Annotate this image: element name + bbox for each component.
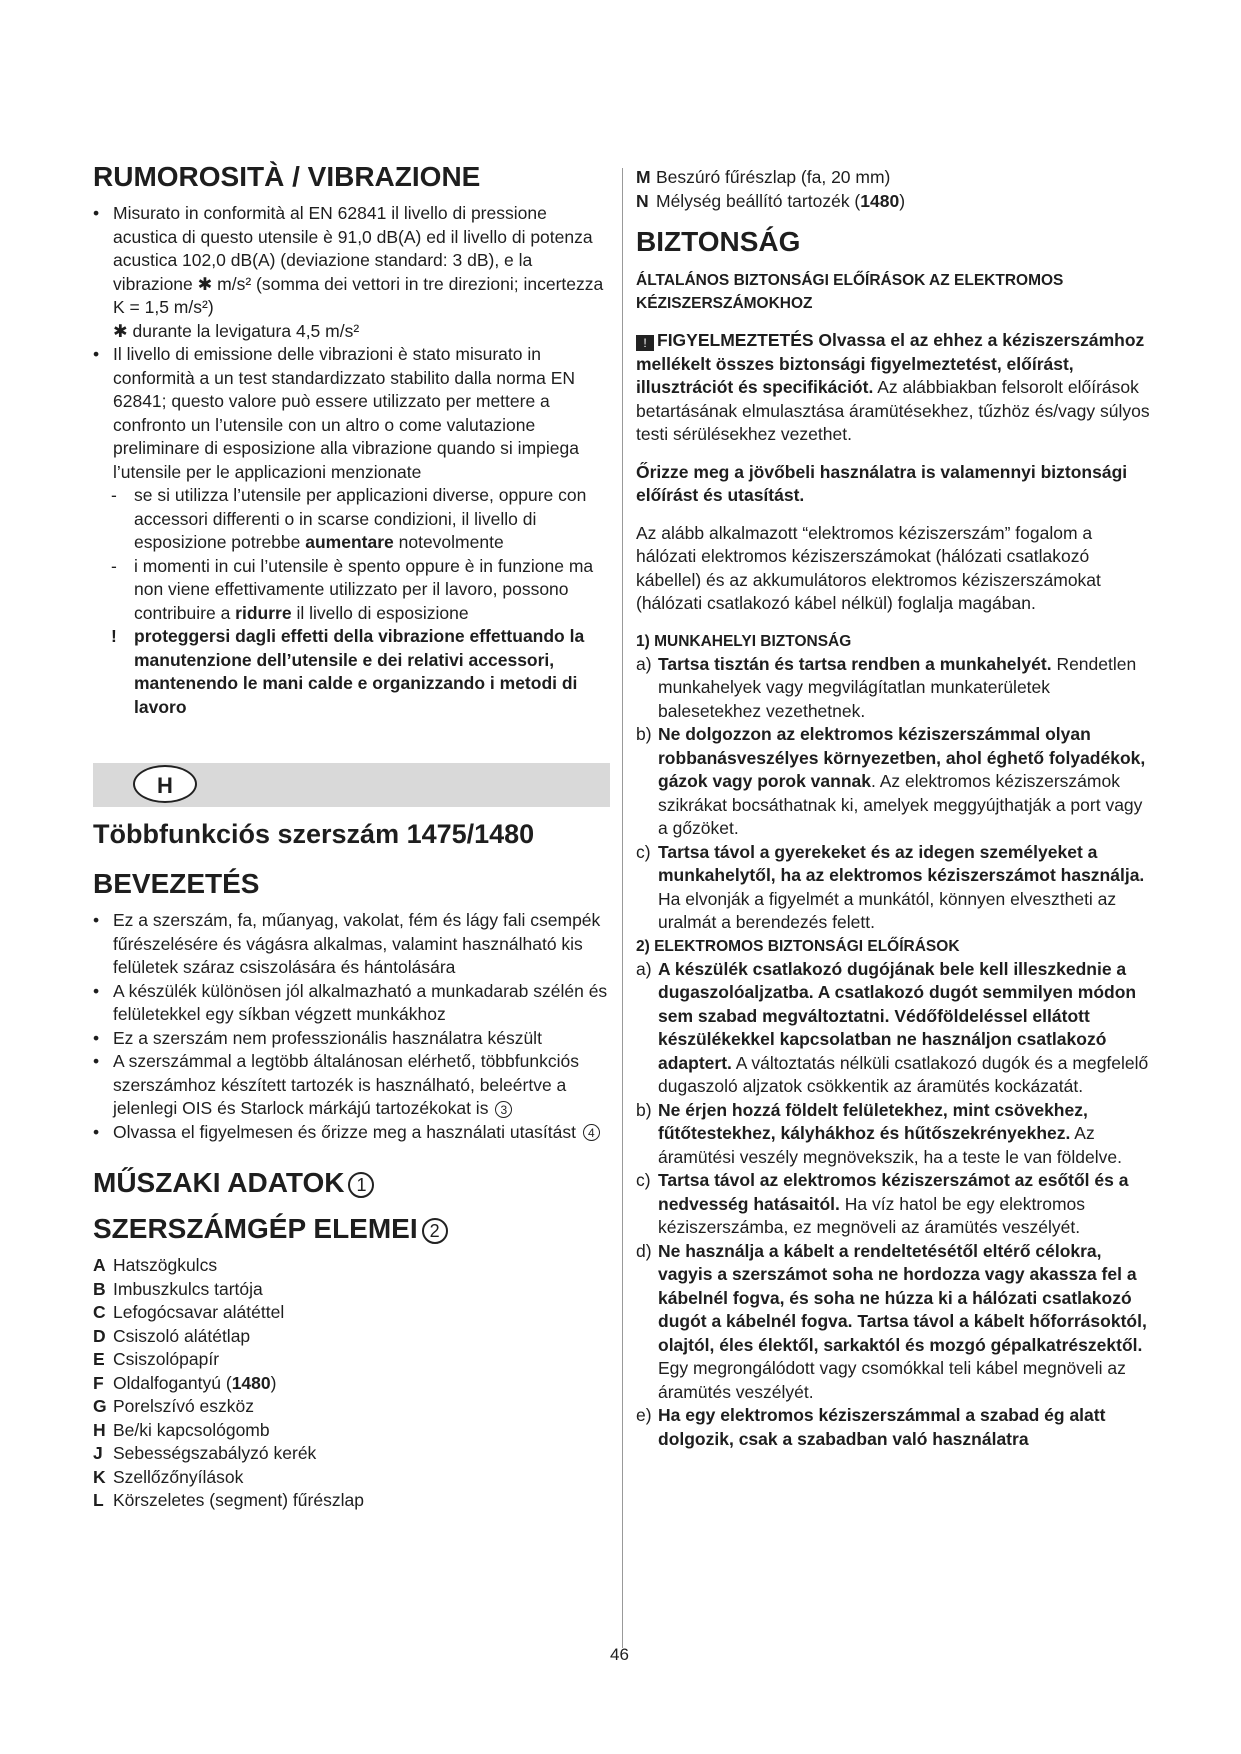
- part-item: H Be/ki kapcsológomb: [93, 1419, 270, 1440]
- intro-bullet-5: • Olvassa el figyelmesen és őrizze meg a használati utasítást 4: [93, 1121, 613, 1145]
- work-area-heading: 1) MUNKAHELYI BIZTONSÁG: [636, 632, 852, 650]
- tech-title: MŰSZAKI ADATOK 1: [93, 1166, 613, 1200]
- part-item: E Csiszolópapír: [93, 1349, 220, 1369]
- noise-bullet-2: • Il livello di emissione delle vibrazioni è stato misurato in conformità a un test standardizzato stabilito dalla norma EN 62841; questo valore può essere utilizzato per mettere a confronto un l’utensile con un altro o come valutazione preliminare di esposizione alla vibrazione quando si impiega l’utensile per le applicazioni menzionate: [93, 343, 613, 484]
- part-item: L Körszeletes (segment) fűrészlap: [93, 1490, 364, 1510]
- safety-item: b) Ne dolgozzon az elektromos kéziszerszámmal olyan robbanásveszélyes környezetben, ahol éghető folyadékok, gázok vagy porok vannak. Az elektromos kéziszerszámok szikrákat bocsáthatnak ki, amelyek meggyújthatják a port vagy a gőzöket.: [636, 724, 1146, 838]
- intro-bullet-4: • A szerszámmal a legtöbb általánosan elérhető, többfunkciós szerszámhoz készített tartozék is használható, beleértve a jelenlegi OIS és Starlock márkájú tartozékokat is 3: [93, 1050, 613, 1121]
- product-title: Többfunkciós szerszám 1475/1480: [93, 819, 535, 849]
- intro-bullet-3: • Ez a szerszám nem professzionális használatra készült: [93, 1027, 613, 1051]
- safety-item: b) Ne érjen hozzá földelt felületekhez, mint csövekhez, fűtőtestekhez, kályhákhoz és hűtőszekrényekhez. Az áramütési veszély megnövekszik, ha a teste le van földelve.: [636, 1099, 1122, 1167]
- safety-item: c) Tartsa távol az elektromos kéziszerszámot az esőtől és a nedvesség hatásaitól. Ha víz hatol be egy elektromos kéziszerszámba, ez megnöveli az áramütés veszélyét.: [636, 1170, 1129, 1237]
- page-number: 46: [610, 1645, 629, 1664]
- keep-instructions: Őrizze meg a jövőbeli használatra is valamennyi biztonsági előírást és utasítást.: [636, 461, 1128, 505]
- electrical-safety-heading: 2) ELEKTROMOS BIZTONSÁGI ELŐÍRÁSOK: [636, 937, 960, 955]
- intro-bullet-2: • A készülék különösen jól alkalmazható a munkadarab szélén és felületekkel egy síkban végzett munkákhoz: [93, 980, 613, 1027]
- warning-paragraph: ! FIGYELMEZTETÉS Olvassa el az ehhez a kéziszerszámhoz mellékelt összes biztonsági figyelmeztetést, előírást, illusztrációt és specifikációt. Az alábbiakban felsorolt előírások betartásának elmulasztása áramütésekhez, tűzhöz és/vagy súlyos testi sérülésekhez vezethet.: [636, 330, 1150, 444]
- noise-title: RUMOROSITÀ / VIBRAZIONE: [93, 161, 481, 192]
- vibration-warning: ! proteggersi dagli effetti della vibrazione effettuando la manutenzione dell’utensile e dei relativi accessori, mantenendo le mani calde e organizzando i metodi di lavoro: [111, 626, 585, 717]
- noise-bullet-1: • Misurato in conformità al EN 62841 il livello di pressione acustica di questo utensile è 91,0 dB(A) ed il livello di potenza acustica 102,0 dB(A) (deviazione standard: 3 dB), e la vibrazione ✱ m/s² (somma dei vettori in tre direzioni; incertezza K = 1,5 m/s²): [93, 202, 613, 320]
- part-item: C Lefogócsavar alátéttel: [93, 1302, 285, 1322]
- column-divider: [622, 168, 623, 1648]
- figure-ref-3: 3: [495, 1101, 512, 1118]
- figure-ref-2: 2: [422, 1218, 448, 1244]
- figure-ref-4: 4: [583, 1124, 600, 1141]
- safety-item: a) A készülék csatlakozó dugójának bele kell illeszkednie a dugaszolóaljzatba. A csatlakozó dugót semmilyen módon sem szabad megváltoztatni. Védőföldeléssel ellátott készülékekkel kapcsolatban ne használjon csatlakozó adaptert. A változtatás nélküli csatlakozó dugók és a megfelelő dugaszoló aljzatok csökkentik az áramütés kockázatát.: [636, 958, 1149, 1096]
- part-item: F Oldalfogantyú (1480): [93, 1372, 277, 1393]
- general-safety-heading: ÁLTALÁNOS BIZTONSÁGI ELŐÍRÁSOK AZ ELEKTROMOS KÉZISZERSZÁMOKHOZ: [636, 272, 1064, 312]
- figure-ref-1: 1: [348, 1172, 374, 1198]
- right-column: [636, 166, 1152, 1451]
- safety-item: d) Ne használja a kábelt a rendeltetésétől eltérő célokra, vagyis a szerszámot soha ne hordozza vagy akassza fel a kábelnél fogva, és soha ne húzza ki a hálózati csatlakozó dugót a kábelnél fogva. Tartsa távol a kábelt hőforrásoktól, olajtól, éles élektől, sarkaktól és mozgó gépalkatrészektől. Egy megrongálódott vagy csomókkal teli kábel megnöveli az áramütés veszélyét.: [636, 1240, 1147, 1402]
- intro-bullet-1: • Ez a szerszám, fa, műanyag, vakolat, fém és lágy fali csempék fűrészelésére és vágásra alkalmas, valamint használható kis felületek száraz csiszolására és hántolására: [93, 909, 613, 980]
- left-column: [93, 160, 613, 1513]
- part-item: N Mélység beállító tartozék (1480): [636, 190, 906, 211]
- part-item: J Sebességszabályzó kerék: [93, 1443, 317, 1463]
- safety-item: c) Tartsa távol a gyerekeket és az idegen személyeket a munkahelytől, ha az elektromos kéziszerszámot használja. Ha elvonják a figyelmét a munkától, könnyen elvesztheti az uralmát a berendezés felett.: [636, 841, 1145, 932]
- safety-title: BIZTONSÁG: [636, 226, 801, 257]
- noise-note: ✱ durante la levigatura 4,5 m/s²: [113, 320, 360, 341]
- term-definition: Az alább alkalmazott “elektromos kéziszerszám” fogalom a hálózati elektromos kéziszerszámokat (hálózati csatlakozó kábellel) és az akkumulátoros elektromos kéziszerszámokat (hálózati csatlakozó kábel nélkül) foglalja magában.: [636, 522, 1101, 613]
- part-item: A Hatszögkulcs: [93, 1255, 218, 1275]
- intro-title: BEVEZETÉS: [93, 868, 260, 899]
- language-badge: H: [133, 765, 197, 803]
- part-item: G Porelszívó eszköz: [93, 1396, 255, 1416]
- dash-item-1: - se si utilizza l’utensile per applicazioni diverse, oppure con accessori differenti o in scarse condizioni, il livello di esposizione potrebbe aumentare notevolmente: [111, 485, 587, 552]
- warning-triangle-icon: !: [636, 335, 654, 351]
- safety-item: a) Tartsa tisztán és tartsa rendben a munkahelyét. Rendetlen munkahelyek vagy megvilágítatlan munkaterületek balesetekhez vezethetnek.: [636, 653, 1137, 721]
- part-item: D Csiszoló alátétlap: [93, 1325, 251, 1346]
- part-item: K Szellőzőnyílások: [93, 1466, 244, 1487]
- parts-title: SZERSZÁMGÉP ELEMEI 2: [93, 1212, 613, 1246]
- part-item: M Beszúró fűrészlap (fa, 20 mm): [636, 167, 891, 187]
- safety-item: e) Ha egy elektromos kéziszerszámmal a szabad ég alatt dolgozik, csak a szabadban való használatra: [636, 1405, 1106, 1449]
- dash-item-2: - i momenti in cui l’utensile è spento oppure è in funzione ma non viene effettivamente utilizzato per il lavoro, possono contribuire a ridurre il livello di esposizione: [111, 555, 594, 623]
- parts-list-continued: [636, 166, 1152, 213]
- parts-list: [93, 1254, 613, 1513]
- language-band: [93, 763, 610, 807]
- part-item: B Imbuszkulcs tartója: [93, 1278, 263, 1299]
